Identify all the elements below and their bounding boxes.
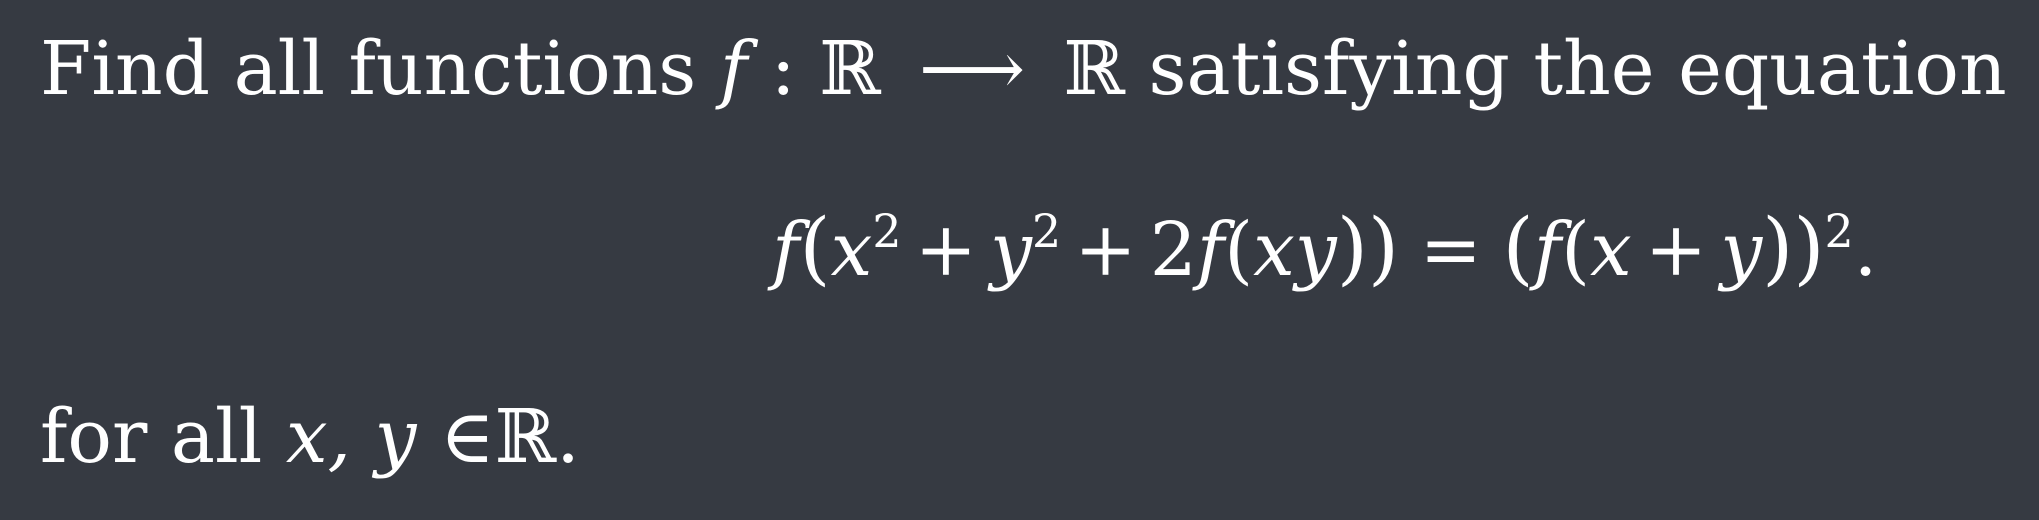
eq-square-1: 2	[872, 203, 902, 258]
functional-equation	[772, 201, 1878, 294]
intro-suffix: satisfying the equation	[1148, 26, 2007, 112]
final-period: .	[556, 394, 580, 480]
function-symbol: f	[719, 26, 748, 112]
intro-text: Find all functions	[40, 26, 697, 112]
eq-x-right: x	[1589, 207, 1632, 293]
eq-plus-3: +	[1645, 207, 1708, 293]
eq-plus-1: +	[914, 207, 977, 293]
maps-to-arrow: ⟶	[919, 26, 1026, 112]
eq-open-paren-1: (	[799, 201, 831, 294]
eq-open-paren-3: (	[1502, 201, 1534, 294]
element-of-symbol: ∈	[439, 394, 495, 480]
eq-square-3: 2	[1824, 203, 1854, 258]
eq-equals: =	[1419, 207, 1482, 293]
eq-f-inner: f	[1196, 207, 1225, 293]
eq-period: .	[1853, 207, 1878, 293]
eq-plus-2: +	[1074, 207, 1137, 293]
eq-close-parens-right: ))	[1762, 201, 1825, 294]
real-set: ℝ	[494, 394, 557, 480]
eq-y-right: y	[1720, 207, 1763, 293]
codomain-set: ℝ	[1063, 26, 1125, 112]
eq-open-paren-4: (	[1561, 207, 1590, 293]
colon-symbol: :	[770, 26, 796, 112]
eq-close-parens-left: ))	[1336, 201, 1400, 294]
eq-open-paren-2: (	[1224, 207, 1254, 293]
eq-xy: xy	[1253, 207, 1337, 293]
eq-two: 2	[1149, 207, 1197, 293]
eq-f-right: f	[1533, 207, 1562, 293]
eq-y: y	[990, 207, 1032, 293]
eq-f-outer: f	[772, 207, 800, 293]
domain-set: ℝ	[819, 26, 881, 112]
eq-square-2: 2	[1031, 203, 1062, 258]
quantifier-line	[40, 394, 580, 480]
eq-x: x	[830, 207, 873, 293]
quantified-variables: x, y	[285, 394, 417, 480]
problem-statement-line	[40, 26, 2007, 112]
quantifier-text: for all	[40, 394, 263, 480]
